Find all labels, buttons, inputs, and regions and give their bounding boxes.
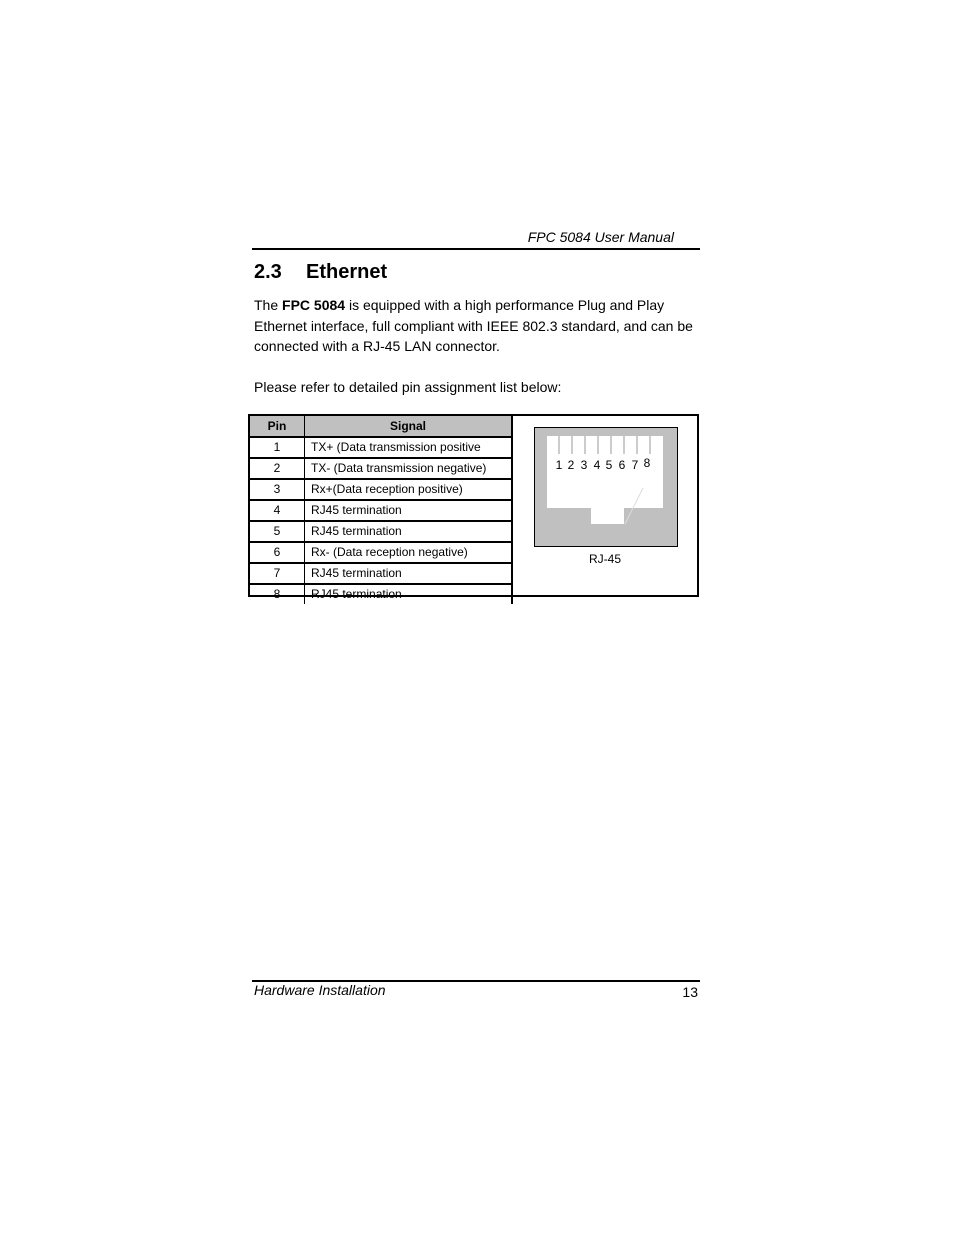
signal-column-header: Signal: [305, 416, 513, 437]
refer-text: Please refer to detailed pin assignment list below:: [254, 379, 562, 395]
pin-label: 4: [593, 458, 601, 472]
signal-cell: TX+ (Data transmission positive: [305, 437, 513, 458]
pin-label: 3: [580, 458, 588, 472]
table-row: [250, 437, 512, 458]
intro-rest: is equipped with a high performance Plug and Play Ethernet interface, full compliant with IEEE 802.3 standard, and can be connected with a RJ-45 LAN connector.: [254, 297, 693, 354]
pin-cell: 2: [250, 458, 305, 479]
pin-label: 7: [631, 458, 639, 472]
pin-column-header: Pin: [250, 416, 305, 437]
signal-cell: Rx- (Data reception negative): [305, 542, 513, 563]
footer-section-name: Hardware Installation: [254, 982, 386, 998]
signal-cell: RJ45 termination: [305, 521, 513, 542]
pin-cell: 6: [250, 542, 305, 563]
rj45-diagram: [534, 427, 678, 547]
signal-cell: Rx+(Data reception positive): [305, 479, 513, 500]
pin-cell: 4: [250, 500, 305, 521]
rj45-caption: RJ-45: [588, 552, 621, 566]
pin-cell: 3: [250, 479, 305, 500]
signal-cell: RJ45 termination: [305, 584, 513, 604]
page-number: 13: [682, 984, 698, 1000]
table-row: [250, 458, 512, 479]
intro-prefix: The: [254, 297, 283, 313]
header-title: FPC 5084 User Manual: [527, 229, 674, 245]
header-rule: [252, 248, 700, 250]
table-row: [250, 584, 512, 604]
table-row: [250, 521, 512, 542]
pin-cell: 8: [250, 584, 305, 604]
pin-cell: 7: [250, 563, 305, 584]
table-row: [250, 479, 512, 500]
pin-assignment-box: [248, 414, 699, 601]
table-row: [250, 500, 512, 521]
table-row: [250, 542, 512, 563]
pin-label: 5: [605, 458, 613, 472]
pin-cell: 1: [250, 437, 305, 458]
pin-table: [250, 416, 513, 604]
section-heading: [254, 261, 387, 284]
section-title: Ethernet: [306, 261, 388, 283]
rj45-connector-icon: [535, 428, 677, 546]
signal-cell: RJ45 termination: [305, 500, 513, 521]
pin-table-header-row: [250, 416, 512, 437]
pin-cell: 5: [250, 521, 305, 542]
pin-label: 8: [643, 456, 651, 470]
pin-label: 1: [555, 458, 563, 472]
section-number: 2.3: [254, 261, 282, 283]
signal-cell: RJ45 termination: [305, 563, 513, 584]
signal-cell: TX- (Data transmission negative): [305, 458, 513, 479]
product-name: FPC 5084: [282, 297, 346, 313]
table-row: [250, 563, 512, 584]
intro-paragraph: [254, 295, 694, 357]
pin-label: 2: [567, 458, 575, 472]
pin-label: 6: [618, 458, 626, 472]
